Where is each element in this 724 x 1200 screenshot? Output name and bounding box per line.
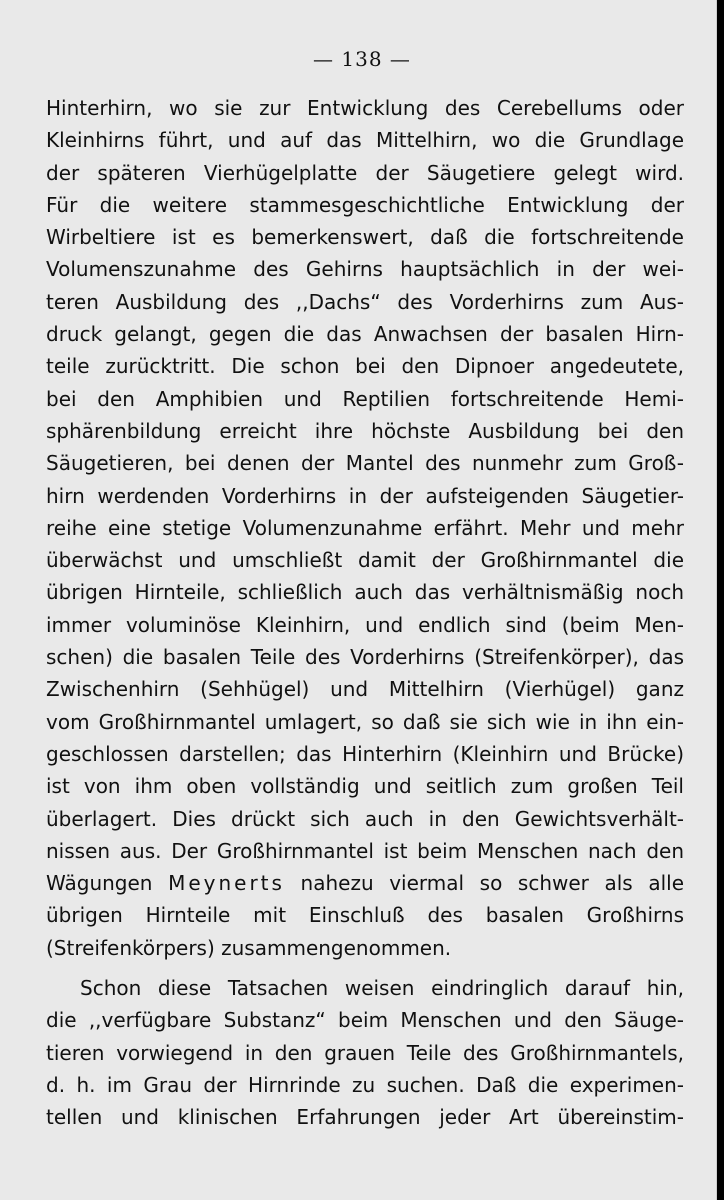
- body-text: [46, 92, 684, 1134]
- text-line: bei den Amphibien und Reptilien fortschreitende Hemi-: [46, 386, 684, 411]
- text-line: Kleinhirns führt, und auf das Mittelhirn, wo die Grundlage: [46, 128, 684, 153]
- text-line: teile zurücktritt. Die schon bei den Dipnoer angedeutete,: [46, 354, 684, 379]
- text-line: tieren vorwiegend in den grauen Teile des Großhirnmantels,: [46, 1040, 684, 1065]
- text-line: vom Großhirnmantel umlagert, so daß sie sich wie in ihn ein-: [46, 709, 684, 734]
- text-line: Volumenszunahme des Gehirns hauptsächlich in der wei-: [46, 257, 684, 282]
- text-line: Wirbeltiere ist es bemerkenswert, daß die fortschreitende: [46, 225, 684, 250]
- text-line: Für die weitere stammesgeschichtliche Entwicklung der: [46, 192, 684, 217]
- text-line: nissen aus. Der Großhirnmantel ist beim Menschen nach den: [46, 838, 684, 863]
- text-line: Hinterhirn, wo sie zur Entwicklung des Cerebellums oder: [46, 96, 684, 120]
- text-line: d. h. im Grau der Hirnrinde zu suchen. Daß die experimen-: [46, 1072, 684, 1097]
- paragraph-gap: [46, 964, 684, 972]
- text-line: übrigen Hirnteile, schließlich auch das verhältnismäßig noch: [46, 580, 684, 605]
- text-line: sphärenbildung erreicht ihre höchste Ausbildung bei den: [46, 418, 684, 443]
- text-line: übrigen Hirnteile mit Einschluß des basalen Großhirns: [46, 903, 684, 928]
- text-line: tellen und klinischen Erfahrungen jeder Art übereinstim-: [46, 1105, 684, 1130]
- author-name-meynerts: Meynerts: [168, 871, 285, 896]
- text-line: überlagert. Dies drückt sich auch in den Gewichtsverhält-: [46, 806, 684, 831]
- text-fragment: nahezu viermal so schwer als alle: [284, 871, 684, 896]
- text-line-meynerts: [46, 867, 684, 899]
- text-line: (Streifenkörpers) zusammengenommen.: [46, 935, 452, 960]
- text-line: Säugetieren, bei denen der Mantel des nunmehr zum Groß-: [46, 451, 684, 476]
- text-line: überwächst und umschließt damit der Großhirnmantel die: [46, 548, 684, 573]
- text-line: ist von ihm oben vollständig und seitlich zum großen Teil: [46, 774, 684, 799]
- text-line: die ,,verfügbare Substanz“ beim Menschen und den Säuge-: [46, 1008, 684, 1033]
- text-line: immer voluminöse Kleinhirn, und endlich sind (beim Men-: [46, 612, 684, 637]
- text-line: Zwischenhirn (Sehhügel) und Mittelhirn (Vierhügel) ganz: [46, 677, 684, 702]
- text-line: schen) die basalen Teile des Vorderhirns (Streifenkörper), das: [46, 645, 684, 670]
- text-fragment: Wägungen: [46, 871, 169, 896]
- page-number: — 138 —: [313, 47, 411, 71]
- text-line: geschlossen darstellen; das Hinterhirn (Kleinhirn und Brücke): [46, 741, 684, 766]
- text-line: Schon diese Tatsachen weisen eindringlich darauf hin,: [80, 976, 684, 1001]
- text-line: teren Ausbildung des ,,Dachs“ des Vorderhirns zum Aus-: [46, 289, 684, 314]
- text-line: reihe eine stetige Volumenzunahme erfährt. Mehr und mehr: [46, 515, 684, 540]
- text-line: der späteren Vierhügelplatte der Säugetiere gelegt wird.: [46, 160, 684, 185]
- text-line: hirn werdenden Vorderhirns in der aufsteigenden Säugetier-: [46, 483, 684, 508]
- text-line: druck gelangt, gegen die das Anwachsen der basalen Hirn-: [46, 322, 684, 347]
